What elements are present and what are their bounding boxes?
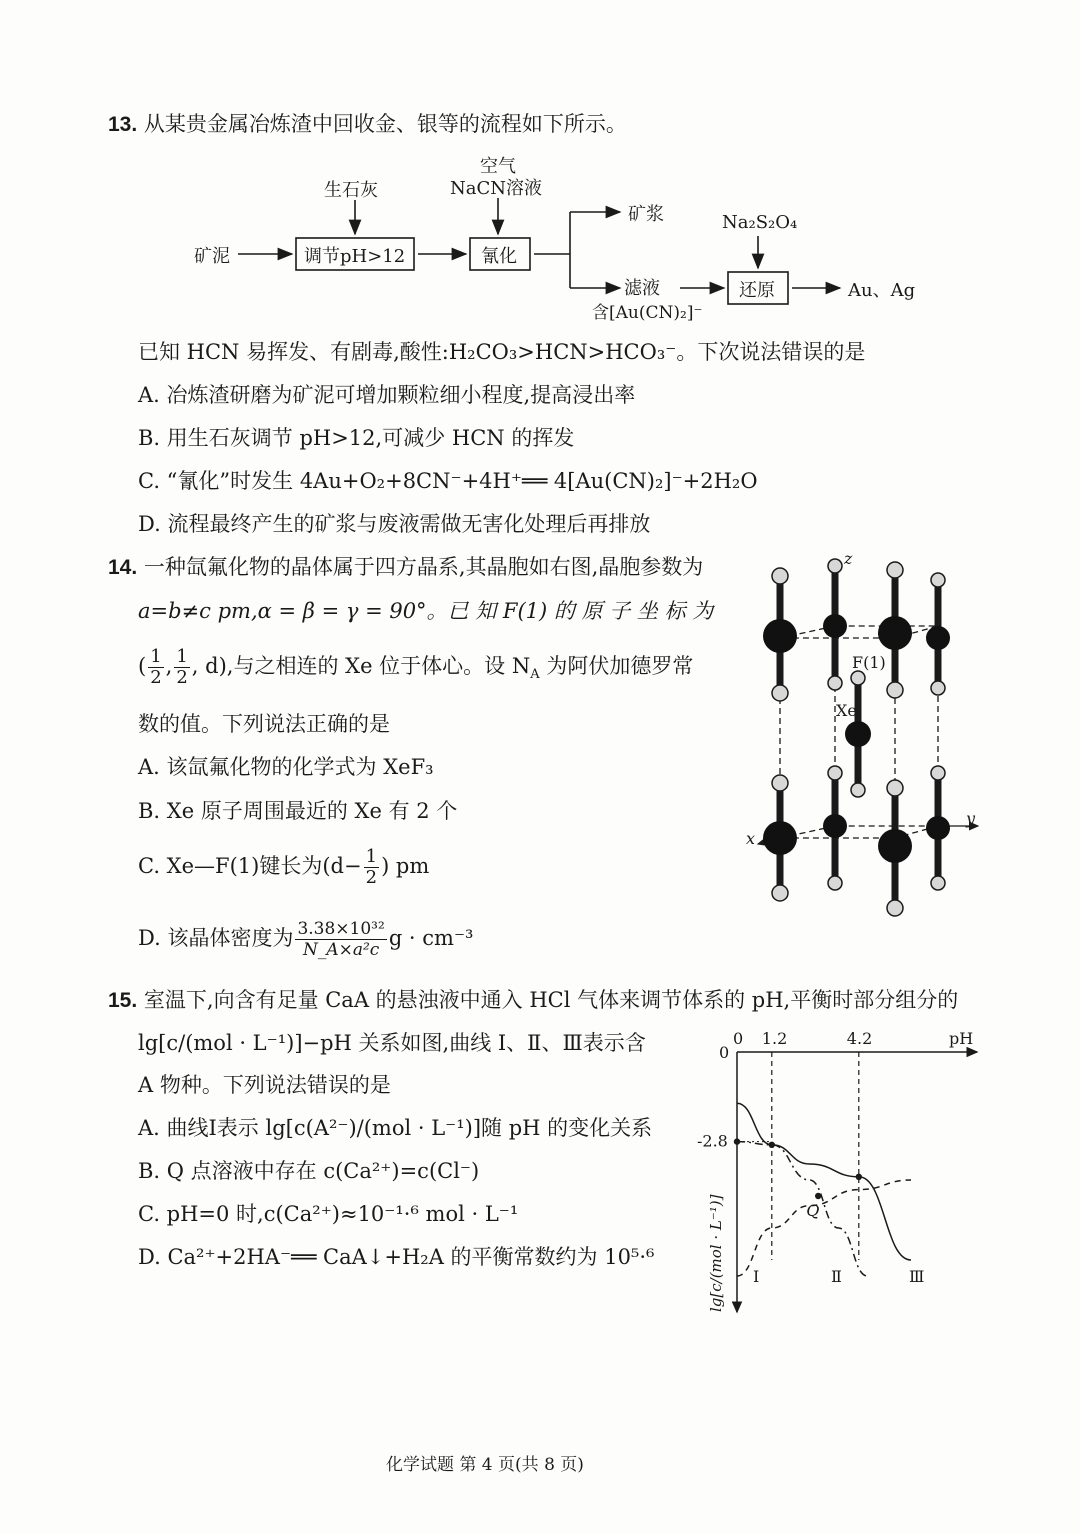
x-tick-4.2: 4.2 (846, 1029, 873, 1048)
q13-option-d: D. 流程最终产生的矿浆与废液需做无害化处理后再排放 (138, 512, 651, 536)
axis-y-label: y (966, 809, 976, 828)
flow-box1-label: 调节pH>12 (304, 246, 406, 267)
density-unit: g · cm⁻³ (388, 926, 474, 950)
q15-option-d: D. Ca²⁺+2HA⁻══ CaA↓+H₂A 的平衡常数约为 10⁵·⁶ (138, 1245, 655, 1269)
fraction-half-2 (174, 647, 189, 688)
flow-out-lower-note: 含[Au(CN)₂]⁻ (592, 303, 703, 323)
f1-label: F(1) (852, 653, 886, 672)
frac-num: 1 (365, 846, 378, 867)
lg-c-ph-chart (695, 1022, 995, 1322)
q13-text: 从某贵金属冶炼渣中回收金、银等的流程如下所示。 (143, 112, 627, 136)
fraction-half-3 (364, 847, 379, 888)
q15-line3: A 物种。下列说法错误的是 (138, 1073, 391, 1097)
q14-option-a: A. 该氙氟化物的化学式为 XeF₃ (138, 755, 434, 779)
frac-num: 1 (150, 646, 162, 667)
flow-box2-label: 氰化 (481, 246, 517, 267)
curve-label-III: Ⅲ (909, 1267, 925, 1286)
q13-number: 13. (108, 113, 138, 136)
q14-paren: ( (138, 654, 147, 678)
x-axis-label: pH (949, 1029, 974, 1048)
curve-label-II: Ⅱ (831, 1267, 842, 1286)
x-tick-1.2: 1.2 (761, 1029, 788, 1048)
density-den: N_A×a²c (302, 940, 380, 960)
q14-option-d (138, 912, 473, 964)
q13-stem (108, 110, 627, 139)
flow-reagent2b-label: NaCN溶液 (450, 178, 543, 199)
x-tick-0: 0 (733, 1029, 744, 1048)
frac-den: 2 (365, 867, 378, 888)
curve-3 (737, 1103, 911, 1260)
flow-input-label: 矿泥 (194, 246, 230, 267)
point-cross-2 (856, 1174, 862, 1180)
frac-den: 2 (176, 667, 188, 688)
q15-option-c: C. pH=0 时,c(Ca²⁺)≈10⁻¹·⁶ mol · L⁻¹ (138, 1202, 519, 1226)
q14-line1 (108, 553, 703, 582)
page-footer: 化学试题 第 4 页(共 8 页) (386, 1455, 584, 1475)
q14-optc-post: ) pm (381, 854, 430, 878)
flow-out-upper-label: 矿浆 (628, 204, 664, 225)
density-num: 3.38×10³² (297, 919, 385, 939)
y-tick--2.8: -2.8 (697, 1131, 728, 1151)
chart-svg (695, 1022, 995, 1322)
flow-reagent1-label: 生石灰 (324, 180, 378, 201)
q15-line1-text: 室温下,向含有足量 CaA 的悬浊液中通入 HCl 气体来调节体系的 pH,平衡时部分组分的 (143, 988, 959, 1012)
q13-option-b: B. 用生石灰调节 pH>12,可减少 HCN 的挥发 (138, 426, 575, 450)
q14-line2: a=b≠c pm,α = β = γ = 90°。已 知 F(1) 的 原 子 坐 标 为 (138, 599, 714, 623)
point-q (815, 1193, 821, 1199)
q14-option-c (138, 842, 429, 890)
y-axis-label: lg[c/(mol · L⁻¹)] (707, 1194, 725, 1312)
point-origin (734, 1138, 740, 1144)
flow-reagent3-label: Na₂S₂O₄ (722, 212, 798, 233)
q14-option-b: B. Xe 原子周围最近的 Xe 有 2 个 (138, 799, 458, 823)
q15-line1 (108, 986, 958, 1015)
flow-reagent2a-label: 空气 (480, 156, 516, 177)
frac-num: 1 (176, 646, 188, 667)
q13-flow-diagram (190, 150, 950, 330)
q14-line3-end: 为阿伏加德罗常 (539, 654, 694, 678)
flow-out-lower-label: 滤液 (624, 278, 660, 299)
q13-option-c: C. “氰化”时发生 4Au+O₂+8CN⁻+4H⁺══ 4[Au(CN)₂]⁻+2H₂O (138, 469, 758, 493)
q14-line3-text: , d),与之相连的 Xe 位于体心。设 N (191, 654, 531, 678)
crystal-cell-svg (740, 548, 990, 928)
q13-known: 已知 HCN 易挥发、有剧毒,酸性:H₂CO₃>HCN>HCO₃⁻。下次说法错误的是 (138, 340, 866, 364)
flow-arrows (190, 150, 950, 330)
q14-line3: ( $\frac{1}{2}$ , $\frac{1}{2}$ , d),与之相连的 Xe 位于体心。设 $N_A$ 为阿伏加德罗常 (138, 646, 694, 688)
q13-option-a: A. 冶炼渣研磨为矿泥可增加颗粒细小程度,提高浸出率 (138, 383, 636, 407)
q15-option-a: A. 曲线Ⅰ表示 lg[c(A²⁻)/(mol · L⁻¹)]随 pH 的变化关系 (138, 1116, 653, 1140)
q14-line1-text: 一种氙氟化物的晶体属于四方晶系,其晶胞如右图,晶胞参数为 (143, 555, 704, 579)
crystal-cell-figure (740, 548, 990, 928)
na-subscript: A (530, 667, 540, 683)
flow-box3-label: 还原 (739, 280, 775, 301)
q14-number: 14. (108, 556, 138, 579)
y-tick-0: 0 (719, 1043, 730, 1062)
flow-product-label: Au、Ag (848, 280, 916, 301)
fraction-half-1 (148, 647, 163, 688)
axis-z-label: z (844, 549, 853, 568)
q14-optd-pre: D. 该晶体密度为 (138, 926, 294, 950)
axis-x-label: x (746, 829, 756, 848)
point-cross-1 (769, 1142, 775, 1148)
frac-den: 2 (150, 667, 162, 688)
q15-option-b: B. Q 点溶液中存在 c(Ca²⁺)=c(Cl⁻) (138, 1159, 480, 1183)
curve-label-I: Ⅰ (753, 1267, 760, 1286)
point-q-label: Q (806, 1201, 820, 1220)
q14-line4: 数的值。下列说法正确的是 (138, 712, 390, 736)
xe-label: Xe (836, 701, 857, 720)
curve-2 (737, 1142, 868, 1276)
curve-1 (737, 1180, 911, 1276)
q15-line2: lg[c/(mol · L⁻¹)]−pH 关系如图,曲线 Ⅰ、Ⅱ、Ⅲ表示含 (138, 1031, 646, 1055)
q14-optc-pre: C. Xe—F(1)键长为(d− (138, 854, 362, 878)
density-fraction (295, 919, 386, 960)
q15-number: 15. (108, 989, 138, 1012)
